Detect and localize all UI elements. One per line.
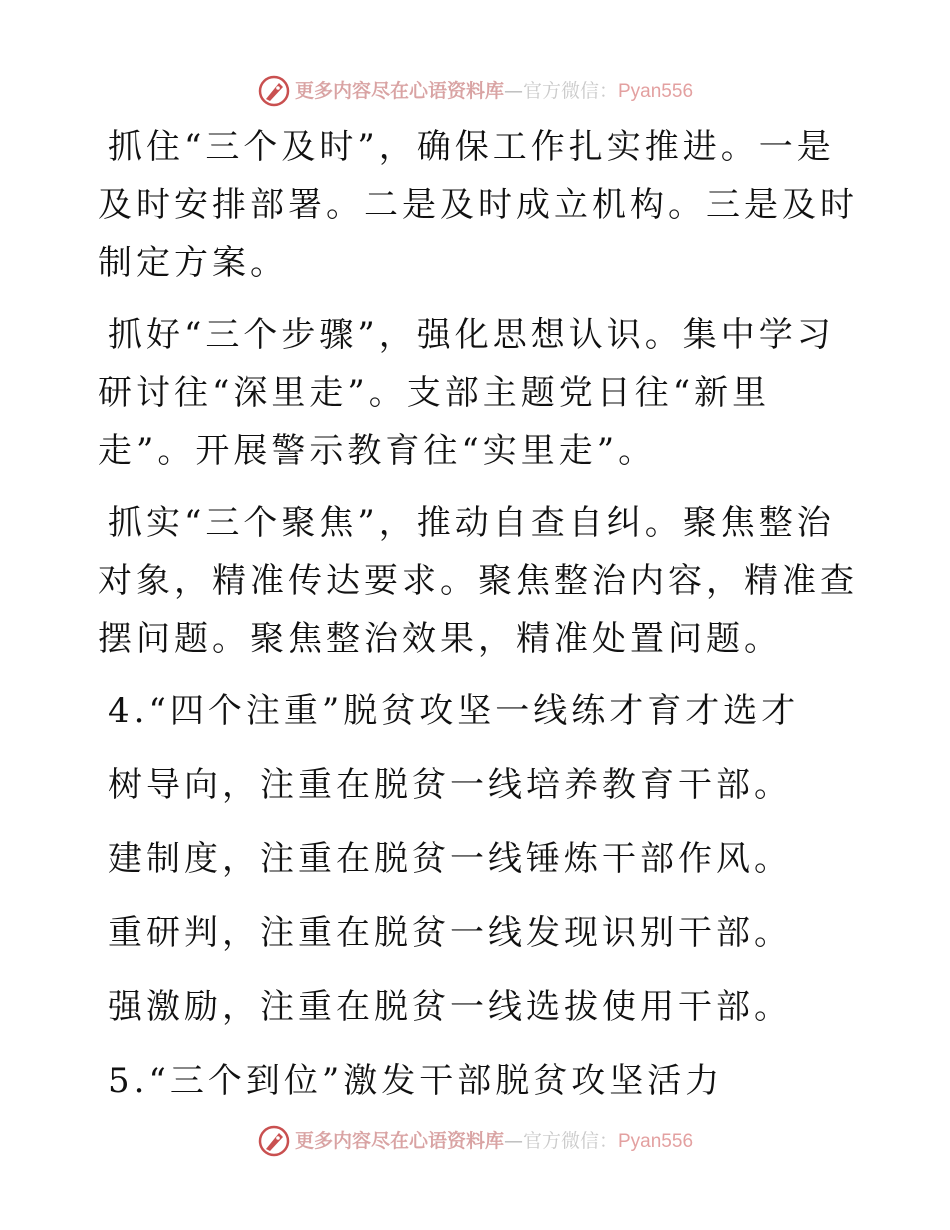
- pen-nib-logo-icon: [257, 74, 291, 108]
- document-body: [98, 118, 858, 1126]
- list-item: 树导向，注重在脱贫一线培养教育干部。: [108, 765, 792, 805]
- watermark-title: 更多内容尽在心语资料库: [294, 1129, 504, 1152]
- watermark-separator: —: [503, 79, 523, 102]
- header-watermark: [0, 74, 950, 108]
- paragraph-three-timely: 抓住“三个及时”，确保工作扎实推进。一是及时安排部署。二是及时成立机构。三是及时制定方案。: [98, 127, 858, 283]
- list-item: 重研判，注重在脱贫一线发现识别干部。: [108, 913, 792, 953]
- watermark-wechat-id: Pyan556: [618, 1130, 694, 1152]
- section-heading-4: 4.“四个注重”脱贫攻坚一线练才育才选才: [108, 691, 800, 731]
- paragraph-three-focus: 抓实“三个聚焦”，推动自查自纠。聚焦整治对象，精准传达要求。聚焦整治内容，精准查摆问题。聚焦整治效果，精准处置问题。: [98, 503, 858, 659]
- watermark-title: 更多内容尽在心语资料库: [294, 79, 504, 102]
- watermark-wechat-id: Pyan556: [618, 80, 694, 102]
- list-item: 强激励，注重在脱贫一线选拔使用干部。: [108, 987, 792, 1027]
- section-heading-5: 5.“三个到位”激发干部脱贫攻坚活力: [108, 1061, 724, 1101]
- watermark-wechat-label: 官方微信：: [522, 1129, 618, 1152]
- footer-watermark: [0, 1124, 950, 1158]
- watermark-wechat-label: 官方微信：: [522, 79, 618, 102]
- paragraph-three-steps: 抓好“三个步骤”，强化思想认识。集中学习研讨往“深里走”。支部主题党日往“新里走”。开展警示教育往“实里走”。: [98, 315, 835, 471]
- list-item: 建制度，注重在脱贫一线锤炼干部作风。: [108, 839, 792, 879]
- watermark-separator: —: [503, 1129, 523, 1152]
- pen-nib-logo-icon: [257, 1124, 291, 1158]
